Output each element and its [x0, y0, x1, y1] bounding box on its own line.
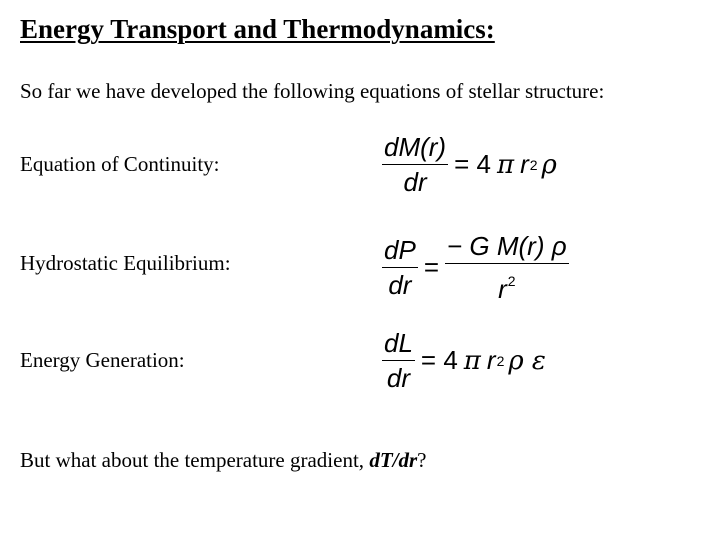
- hydrostatic-numerator: dP: [384, 235, 416, 265]
- intro-text: So far we have developed the following equations of stellar structure:: [20, 79, 605, 103]
- hydrostatic-rhs: [445, 229, 569, 306]
- slide-title: Energy Transport and Thermodynamics:: [20, 14, 495, 44]
- energy-numerator: dL: [384, 328, 413, 358]
- temperature-gradient: dT/dr: [369, 448, 418, 472]
- hydrostatic-derivative: [382, 233, 418, 302]
- exponent: 2: [529, 156, 538, 173]
- pi-symbol: π: [496, 149, 515, 180]
- energy-denominator: dr: [386, 363, 411, 393]
- hydrostatic-rhs-numerator: − G M(r) ρ: [447, 231, 567, 261]
- continuity-label: Equation of Continuity:: [20, 152, 220, 176]
- continuity-denominator: dr: [403, 167, 427, 197]
- question-mark: ?: [417, 448, 427, 472]
- hydrostatic-denominator: dr: [388, 270, 412, 300]
- density-symbol: ρ: [541, 149, 557, 180]
- hydrostatic-rhs-denominator: [496, 264, 517, 306]
- continuity-derivative: [382, 130, 448, 199]
- continuity-numerator: dM(r): [384, 132, 447, 162]
- exponent: 2: [496, 352, 505, 369]
- radius-variable: r: [486, 345, 496, 375]
- energy-label: Energy Generation:: [20, 348, 185, 372]
- equals-sign: =: [423, 252, 439, 282]
- exponent: 2: [507, 273, 516, 289]
- continuity-equation: [382, 130, 557, 199]
- hydrostatic-equation: [382, 229, 569, 306]
- energy-coefficient: = 4: [420, 345, 458, 375]
- energy-derivative: [382, 326, 415, 395]
- closing-question: [20, 448, 426, 473]
- radius-variable: r: [520, 149, 529, 179]
- pi-symbol: π: [463, 345, 481, 376]
- question-text: But what about the temperature gradient,: [20, 448, 370, 472]
- energy-equation: [382, 326, 546, 395]
- hydrostatic-label: Hydrostatic Equilibrium:: [20, 251, 231, 275]
- density-epsilon-symbols: ρ ε: [508, 345, 546, 376]
- radius-variable: r: [498, 274, 507, 304]
- continuity-coefficient: = 4: [454, 149, 491, 179]
